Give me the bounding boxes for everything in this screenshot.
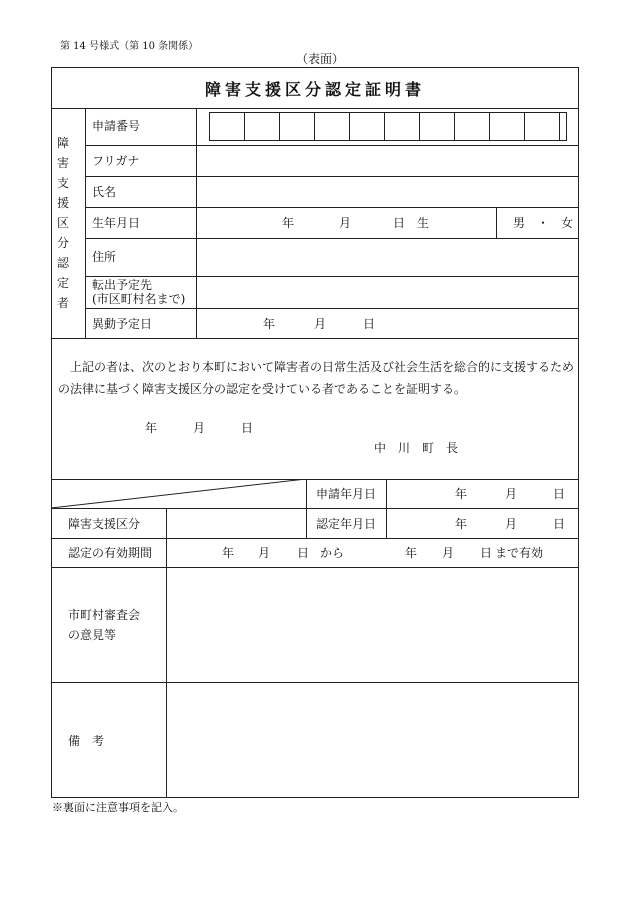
application-day: 日 bbox=[553, 487, 566, 501]
name-label: 氏名 bbox=[92, 185, 117, 199]
move-month: 月 bbox=[314, 317, 327, 331]
council-label: 市町村審査会 bbox=[68, 608, 141, 622]
divider bbox=[51, 538, 579, 539]
validity-from: から bbox=[320, 546, 345, 560]
gender-field[interactable]: 男 ・ 女 bbox=[513, 216, 574, 230]
diagonal-slash bbox=[51, 479, 307, 509]
divider bbox=[51, 338, 579, 339]
application-number-digit[interactable] bbox=[349, 112, 385, 141]
application-month: 月 bbox=[505, 487, 518, 501]
validity-end-month: 月 bbox=[442, 546, 455, 560]
validity-start-year: 年 bbox=[222, 546, 235, 560]
move-destination-sublabel: (市区町村名まで) bbox=[92, 292, 186, 306]
divider bbox=[386, 479, 387, 538]
certification-month: 月 bbox=[193, 421, 206, 435]
footer-note: ※裏面に注意事項を記入。 bbox=[52, 801, 184, 814]
application-year: 年 bbox=[455, 487, 468, 501]
divider bbox=[85, 308, 579, 309]
certification-day: 日 bbox=[241, 421, 254, 435]
application-number-digit[interactable] bbox=[489, 112, 525, 141]
application-number-digit[interactable] bbox=[419, 112, 455, 141]
certification-text: 上記の者は、次のとおり本町において障害者の日常生活及び社会生活を総合的に支援するための法律に基づく障害支援区分の認定を受けている者であることを証明する。 bbox=[58, 360, 575, 396]
move-date-label: 異動予定日 bbox=[92, 317, 153, 331]
section-char: 害 bbox=[56, 156, 69, 170]
certified-day: 日 bbox=[553, 517, 566, 531]
move-destination-label: 転出予定先 bbox=[92, 278, 153, 292]
validity-end-day: 日 bbox=[480, 546, 493, 560]
application-number-digit[interactable] bbox=[209, 112, 245, 141]
certification-year: 年 bbox=[145, 421, 158, 435]
furigana-label: フリガナ bbox=[92, 154, 140, 168]
application-number-digit[interactable] bbox=[384, 112, 420, 141]
form-table bbox=[51, 108, 579, 798]
certified-year: 年 bbox=[455, 517, 468, 531]
divider bbox=[496, 207, 497, 238]
divider bbox=[85, 176, 579, 177]
support-class-label: 障害支援区分 bbox=[68, 517, 141, 531]
birth-month: 月 bbox=[339, 216, 352, 230]
document-title: 障害支援区分認定証明書 bbox=[204, 79, 425, 99]
section-char: 援 bbox=[56, 196, 69, 210]
move-day: 日 bbox=[363, 317, 376, 331]
application-number-digit[interactable] bbox=[279, 112, 315, 141]
form-number: 第 14 号様式（第 10 条関係） bbox=[60, 41, 199, 52]
application-number-digit[interactable] bbox=[454, 112, 490, 141]
application-number-digit[interactable] bbox=[559, 112, 567, 141]
certified-date-label: 認定年月日 bbox=[316, 517, 377, 531]
validity-start-day: 日 bbox=[297, 546, 310, 560]
application-number-digit[interactable] bbox=[244, 112, 280, 141]
issuer: 中 川 町 長 bbox=[374, 441, 459, 455]
side-label: （表面） bbox=[296, 52, 345, 66]
section-char: 認 bbox=[56, 256, 69, 270]
birthdate-label: 生年月日 bbox=[92, 216, 141, 230]
divider bbox=[196, 108, 197, 338]
section-char: 定 bbox=[56, 276, 69, 290]
validity-end-year: 年 bbox=[405, 546, 418, 560]
divider bbox=[85, 207, 579, 208]
certified-month: 月 bbox=[505, 517, 518, 531]
section-char: 障 bbox=[56, 136, 69, 150]
section-char: 者 bbox=[56, 296, 69, 310]
section-char: 支 bbox=[56, 176, 69, 190]
divider bbox=[51, 682, 579, 683]
divider bbox=[85, 145, 579, 146]
section-char: 区 bbox=[56, 216, 69, 230]
birth-day: 日 生 bbox=[393, 216, 430, 230]
move-year: 年 bbox=[263, 317, 276, 331]
validity-label: 認定の有効期間 bbox=[68, 546, 153, 560]
divider bbox=[51, 567, 579, 568]
divider bbox=[85, 238, 579, 239]
remarks-label: 備 考 bbox=[68, 734, 105, 748]
divider bbox=[166, 508, 167, 798]
divider bbox=[85, 276, 579, 277]
application-number-digit[interactable] bbox=[524, 112, 560, 141]
address-label: 住所 bbox=[92, 250, 117, 264]
validity-until: まで有効 bbox=[495, 546, 544, 560]
application-date-label: 申請年月日 bbox=[316, 487, 377, 501]
application-number-digit[interactable] bbox=[314, 112, 350, 141]
applicant-section-label bbox=[52, 108, 74, 338]
section-char: 分 bbox=[56, 236, 69, 250]
divider bbox=[85, 108, 86, 338]
validity-start-month: 月 bbox=[258, 546, 271, 560]
council-sublabel: の意見等 bbox=[68, 628, 117, 642]
title-box bbox=[51, 67, 579, 109]
application-number-label: 申請番号 bbox=[92, 119, 141, 133]
birth-year: 年 bbox=[282, 216, 295, 230]
